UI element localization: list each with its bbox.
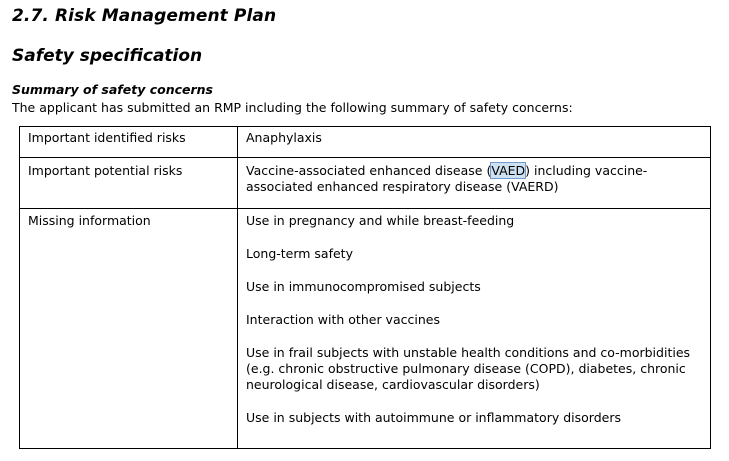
summary-heading: Summary of safety concerns xyxy=(12,82,213,97)
section-heading: 2.7. Risk Management Plan xyxy=(12,6,277,26)
subsection-heading: Safety specification xyxy=(12,46,203,66)
row-label-potential-risks: Important potential risks xyxy=(20,157,238,208)
table-row xyxy=(20,208,710,448)
row-value-potential-risks xyxy=(238,157,711,208)
table-row xyxy=(20,157,710,208)
row-label-missing-information: Missing information xyxy=(20,208,238,448)
list-item: Use in immunocompromised subjects xyxy=(246,278,481,294)
list-item: Use in subjects with autoimmune or inflammatory disorders xyxy=(246,409,621,425)
value-text-after: ) including vaccine-associated enhanced respiratory disease (VAERD) xyxy=(246,162,648,194)
value-text-before: Vaccine-associated enhanced disease ( xyxy=(246,162,492,178)
intro-text: The applicant has submitted an RMP including the following summary of safety concerns: xyxy=(12,100,573,115)
highlighted-text-vaed[interactable]: VAED xyxy=(491,162,526,178)
list-item: Use in pregnancy and while breast-feeding xyxy=(246,212,515,228)
list-item: Use in frail subjects with unstable health conditions and co-morbidities (e.g. chronic obstructive pulmonary disease (COPD), diabetes, chronic neurological disease, cardiovascular disorders) xyxy=(246,344,691,392)
list-item: Interaction with other vaccines xyxy=(246,311,440,327)
safety-concerns-table xyxy=(19,126,711,449)
list-item: Long-term safety xyxy=(246,245,353,261)
table-row xyxy=(20,127,710,157)
row-label-identified-risks: Important identified risks xyxy=(20,127,238,157)
row-value-identified-risks: Anaphylaxis xyxy=(238,127,711,157)
row-value-missing-information xyxy=(238,208,711,448)
